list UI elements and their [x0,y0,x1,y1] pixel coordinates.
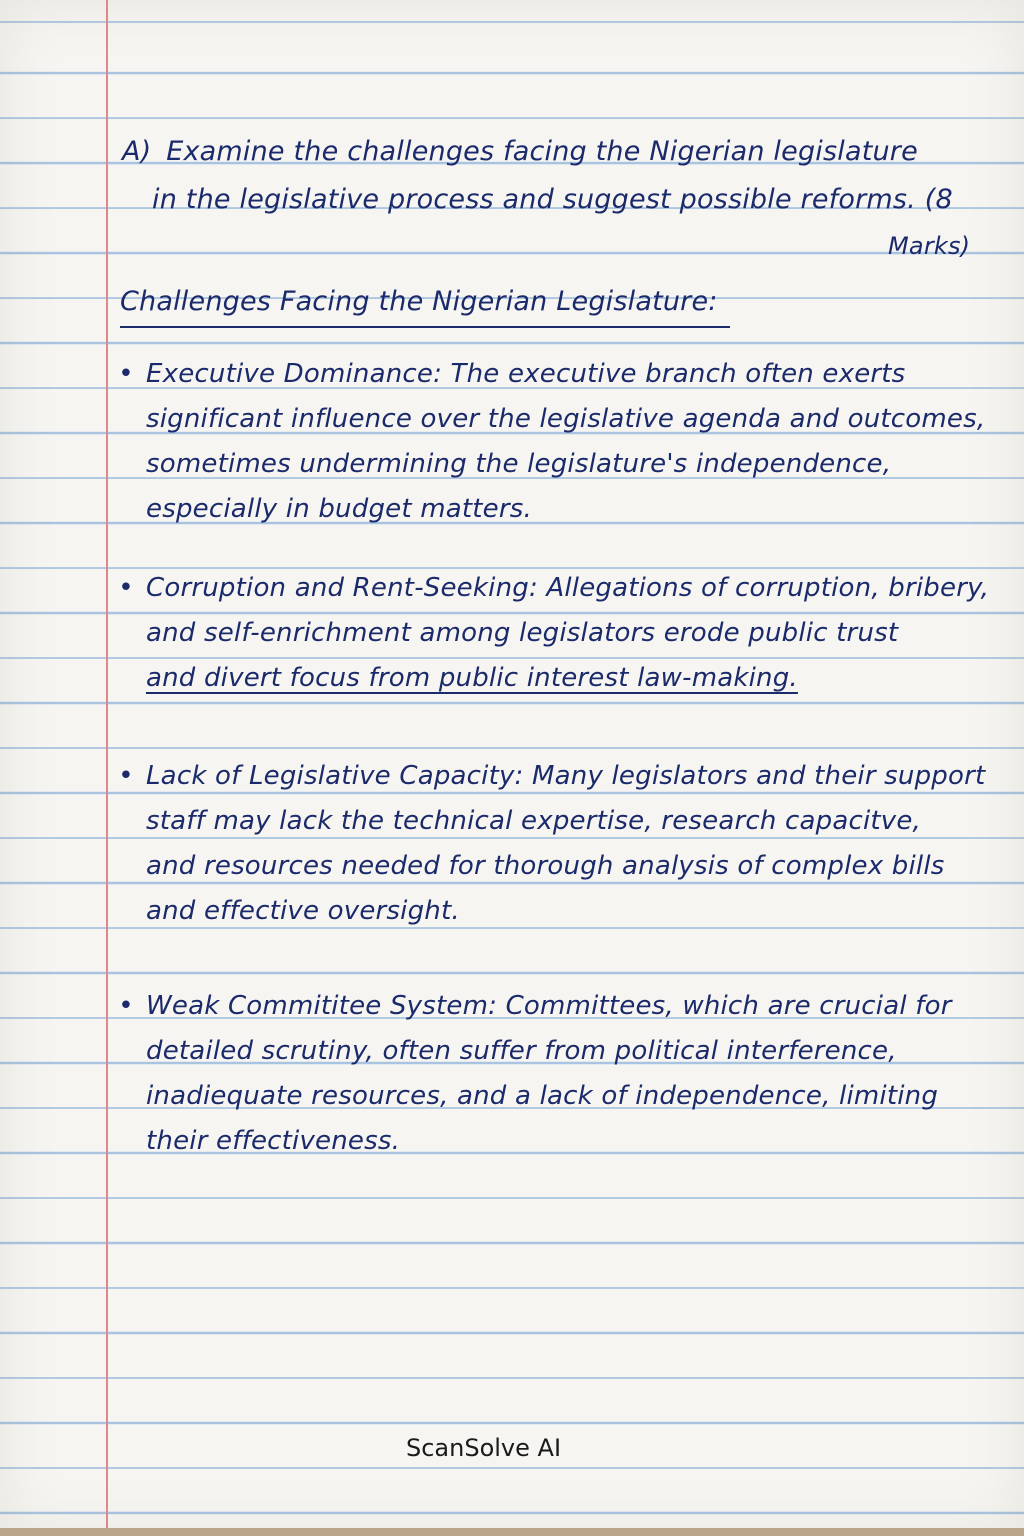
challenge-text-line: sometimes undermining the legislature's independence, [146,449,892,479]
challenge-text-line: and divert focus from public interest law-making. [146,663,798,693]
challenge-text-line: inadiequate resources, and a lack of independence, limiting [146,1081,939,1111]
list-item [112,352,992,532]
challenge-text-line: and self-enrichment among legislators erode public trust [146,618,899,648]
list-item [112,984,992,1164]
challenge-text-line: detailed scrutiny, often suffer from political interference, [146,1036,897,1066]
list-item [112,754,992,934]
challenge-text-line: especially in budget matters. [146,494,532,524]
question-prompt [122,128,962,224]
margin-line [106,0,108,1536]
bullet-icon: • [118,991,134,1021]
challenge-text-line: Committees, which are crucial for [505,991,952,1021]
challenge-text-line: their effectiveness. [146,1126,401,1156]
challenge-term: Executive Dominance: [146,359,443,389]
desk-edge [0,1528,1024,1536]
challenge-term: Weak Commititee System: [146,991,498,1021]
question-line-1: Examine the challenges facing the Nigerian legislature [166,136,918,167]
question-marks: Marks) [888,232,971,260]
brand-watermark: ScanSolve AI [406,1434,562,1462]
list-item [112,566,992,701]
challenge-text-line: The executive branch often exerts [450,359,906,389]
bullet-icon: • [118,359,134,389]
bullet-icon: • [118,573,134,603]
challenge-term: Corruption and Rent-Seeking: [146,573,538,603]
challenge-text-line: Allegations of corruption, bribery, [546,573,990,603]
challenge-text-line: significant influence over the legislative agenda and outcomes, [146,404,986,434]
question-label: A) [122,136,152,167]
section-heading: Challenges Facing the Nigerian Legislature: [120,278,730,328]
challenge-term: Lack of Legislative Capacity: [146,761,524,791]
challenge-text-line: and effective oversight. [146,896,460,926]
challenge-text-line: and resources needed for thorough analysis of complex bills [146,851,945,881]
question-line-2: in the legislative process and suggest possible reforms. (8 [152,184,953,215]
bullet-icon: • [118,761,134,791]
challenge-text-line: staff may lack the technical expertise, research capacitve, [146,806,922,836]
challenge-text-line: Many legislators and their support [532,761,986,791]
